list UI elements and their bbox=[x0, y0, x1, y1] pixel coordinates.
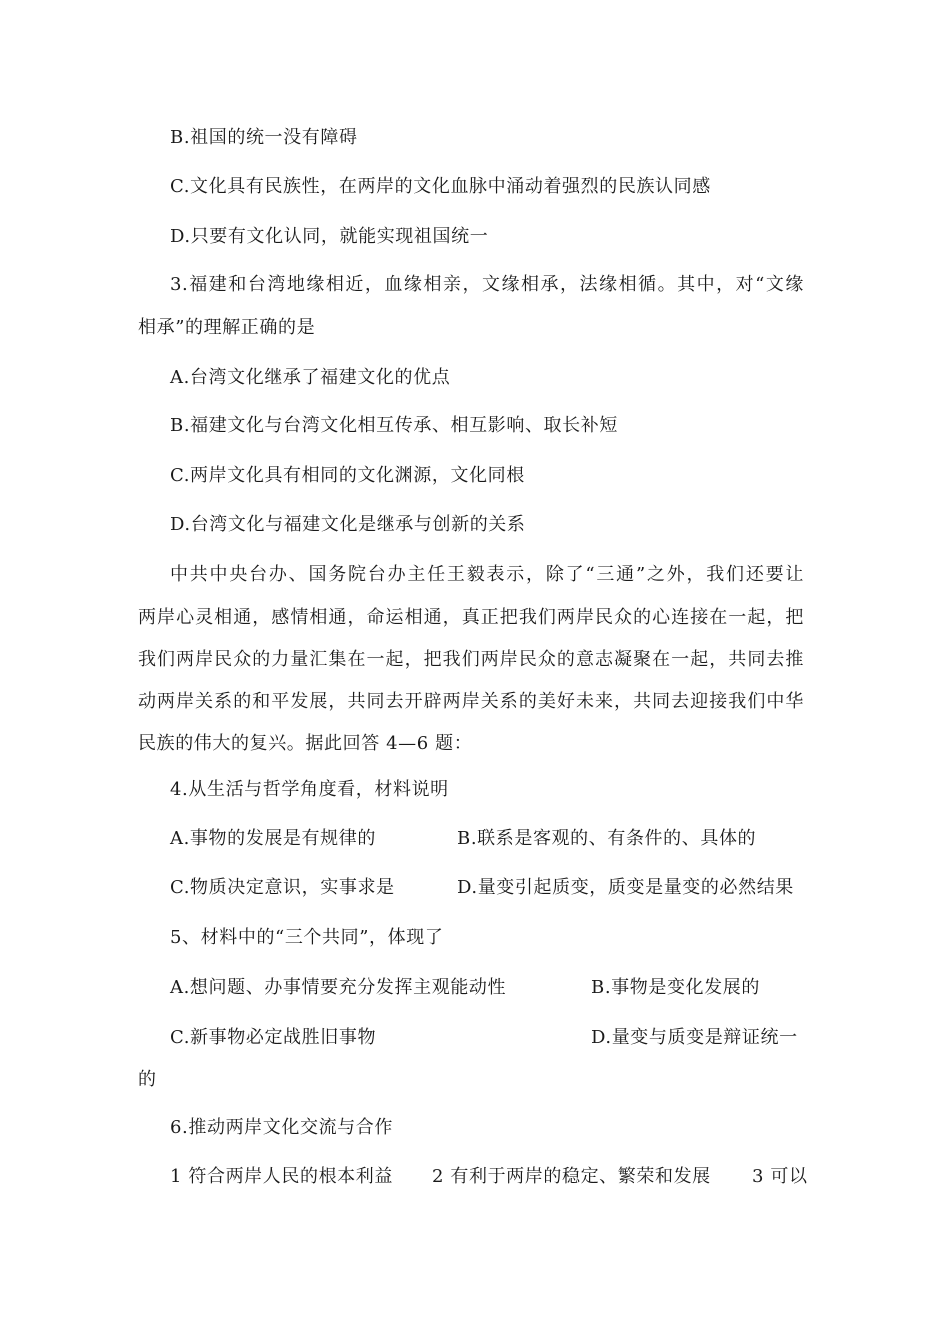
q6-statement-2: 2 有利于两岸的稳定、繁荣和发展 bbox=[432, 1166, 711, 1187]
q2-option-b: B.祖国的统一没有障碍 bbox=[170, 127, 358, 148]
q4-option-b: B.联系是客观的、有条件的、具体的 bbox=[457, 828, 757, 849]
q2-option-c: C.文化具有民族性，在两岸的文化血脉中涌动着强烈的民族认同感 bbox=[170, 176, 711, 197]
q5-option-d-wrap: 的 bbox=[138, 1069, 157, 1090]
material-line2: 两岸心灵相通，感情相通，命运相通，真正把我们两岸民众的心连接在一起，把 bbox=[138, 607, 804, 628]
q5-option-d: D.量变与质变是辩证统一 bbox=[591, 1027, 798, 1048]
q5-stem: 5、材料中的“三个共同”，体现了 bbox=[170, 927, 444, 948]
q3-stem-line1: 3.福建和台湾地缘相近，血缘相亲，文缘相承，法缘相循。其中，对“文缘 bbox=[170, 274, 804, 295]
q4-option-c: C.物质决定意识，实事求是 bbox=[170, 877, 395, 898]
q3-stem-line2: 相承”的理解正确的是 bbox=[138, 317, 316, 338]
q6-statement-1: 1 符合两岸人民的根本利益 bbox=[170, 1166, 393, 1187]
q4-option-a: A.事物的发展是有规律的 bbox=[170, 828, 376, 849]
q6-stem: 6.推动两岸文化交流与合作 bbox=[170, 1117, 393, 1138]
q2-option-d: D.只要有文化认同，就能实现祖国统一 bbox=[170, 226, 489, 247]
q3-option-a: A.台湾文化继承了福建文化的优点 bbox=[170, 367, 451, 388]
material-line3: 我们两岸民众的力量汇集在一起，把我们两岸民众的意志凝聚在一起，共同去推 bbox=[138, 649, 804, 670]
q5-option-b: B.事物是变化发展的 bbox=[591, 977, 760, 998]
q4-option-d: D.量变引起质变，质变是量变的必然结果 bbox=[457, 877, 794, 898]
material-line4: 动两岸关系的和平发展，共同去开辟两岸关系的美好未来，共同去迎接我们中华 bbox=[138, 691, 804, 712]
q3-option-c: C.两岸文化具有相同的文化渊源，文化同根 bbox=[170, 465, 525, 486]
q3-option-b: B.福建文化与台湾文化相互传承、相互影响、取长补短 bbox=[170, 415, 618, 436]
q6-statement-3: 3 可以 bbox=[752, 1166, 808, 1187]
q5-option-c: C.新事物必定战胜旧事物 bbox=[170, 1027, 377, 1048]
q5-option-a: A.想问题、办事情要充分发挥主观能动性 bbox=[170, 977, 507, 998]
material-line1: 中共中央台办、国务院台办主任王毅表示，除了“三通”之外，我们还要让 bbox=[170, 564, 804, 585]
q3-option-d: D.台湾文化与福建文化是继承与创新的关系 bbox=[170, 514, 526, 535]
material-line5: 民族的伟大的复兴。据此回答 4—6 题： bbox=[138, 733, 473, 754]
q4-stem: 4.从生活与哲学角度看，材料说明 bbox=[170, 779, 449, 800]
